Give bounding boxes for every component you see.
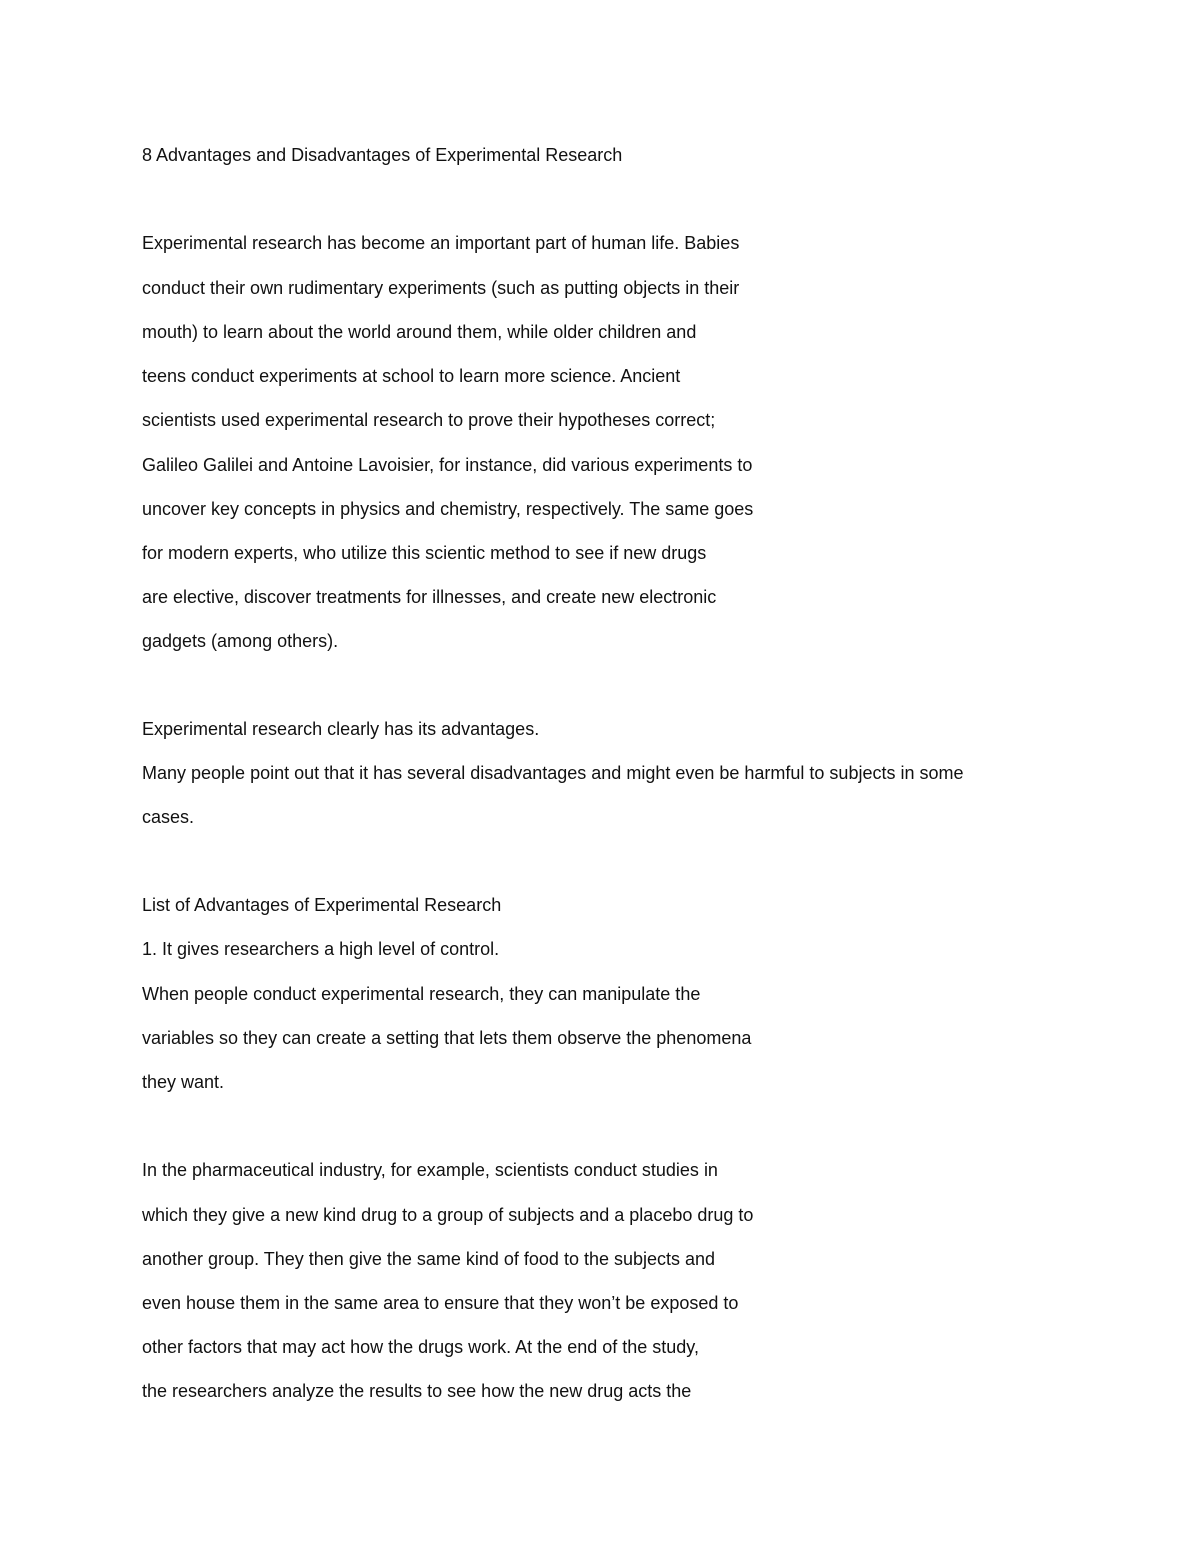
- advantage-1-heading: 1. It gives researchers a high level of control.: [142, 939, 500, 959]
- advantage-1-line: variables so they can create a setting that lets them observe the phenomena: [142, 1028, 752, 1048]
- document-title: 8 Advantages and Disadvantages of Experimental Research: [142, 145, 623, 165]
- advantage-1-line: they want.: [142, 1072, 225, 1092]
- intro-line: conduct their own rudimentary experiments (such as putting objects in their: [142, 278, 740, 298]
- summary-line: Many people point out that it has several disadvantages and might even be harmful to subjects in some: [142, 763, 964, 783]
- intro-line: Galileo Galilei and Antoine Lavoisier, for instance, did various experiments to: [142, 455, 753, 475]
- intro-line: for modern experts, who utilize this scientic method to see if new drugs: [142, 543, 707, 563]
- advantage-1-line: When people conduct experimental research, they can manipulate the: [142, 984, 701, 1004]
- advantage-1-line: even house them in the same area to ensure that they won’t be exposed to: [142, 1293, 739, 1313]
- advantage-1-line: another group. They then give the same kind of food to the subjects and: [142, 1249, 716, 1269]
- intro-line: scientists used experimental research to prove their hypotheses correct;: [142, 410, 716, 430]
- intro-line: gadgets (among others).: [142, 631, 339, 651]
- intro-line: uncover key concepts in physics and chemistry, respectively. The same goes: [142, 499, 754, 519]
- intro-line: Experimental research has become an important part of human life. Babies: [142, 233, 740, 253]
- advantage-1-line: which they give a new kind drug to a group of subjects and a placebo drug to: [142, 1205, 754, 1225]
- advantage-1-line: the researchers analyze the results to see how the new drug acts the: [142, 1381, 692, 1401]
- intro-line: are elective, discover treatments for illnesses, and create new electronic: [142, 587, 717, 607]
- advantage-1-line: In the pharmaceutical industry, for example, scientists conduct studies in: [142, 1160, 718, 1180]
- advantages-heading: List of Advantages of Experimental Research: [142, 895, 502, 915]
- advantage-1-line: other factors that may act how the drugs work. At the end of the study,: [142, 1337, 699, 1357]
- summary-line: Experimental research clearly has its advantages.: [142, 719, 540, 739]
- intro-line: teens conduct experiments at school to learn more science. Ancient: [142, 366, 681, 386]
- intro-line: mouth) to learn about the world around them, while older children and: [142, 322, 697, 342]
- summary-line: cases.: [142, 807, 195, 827]
